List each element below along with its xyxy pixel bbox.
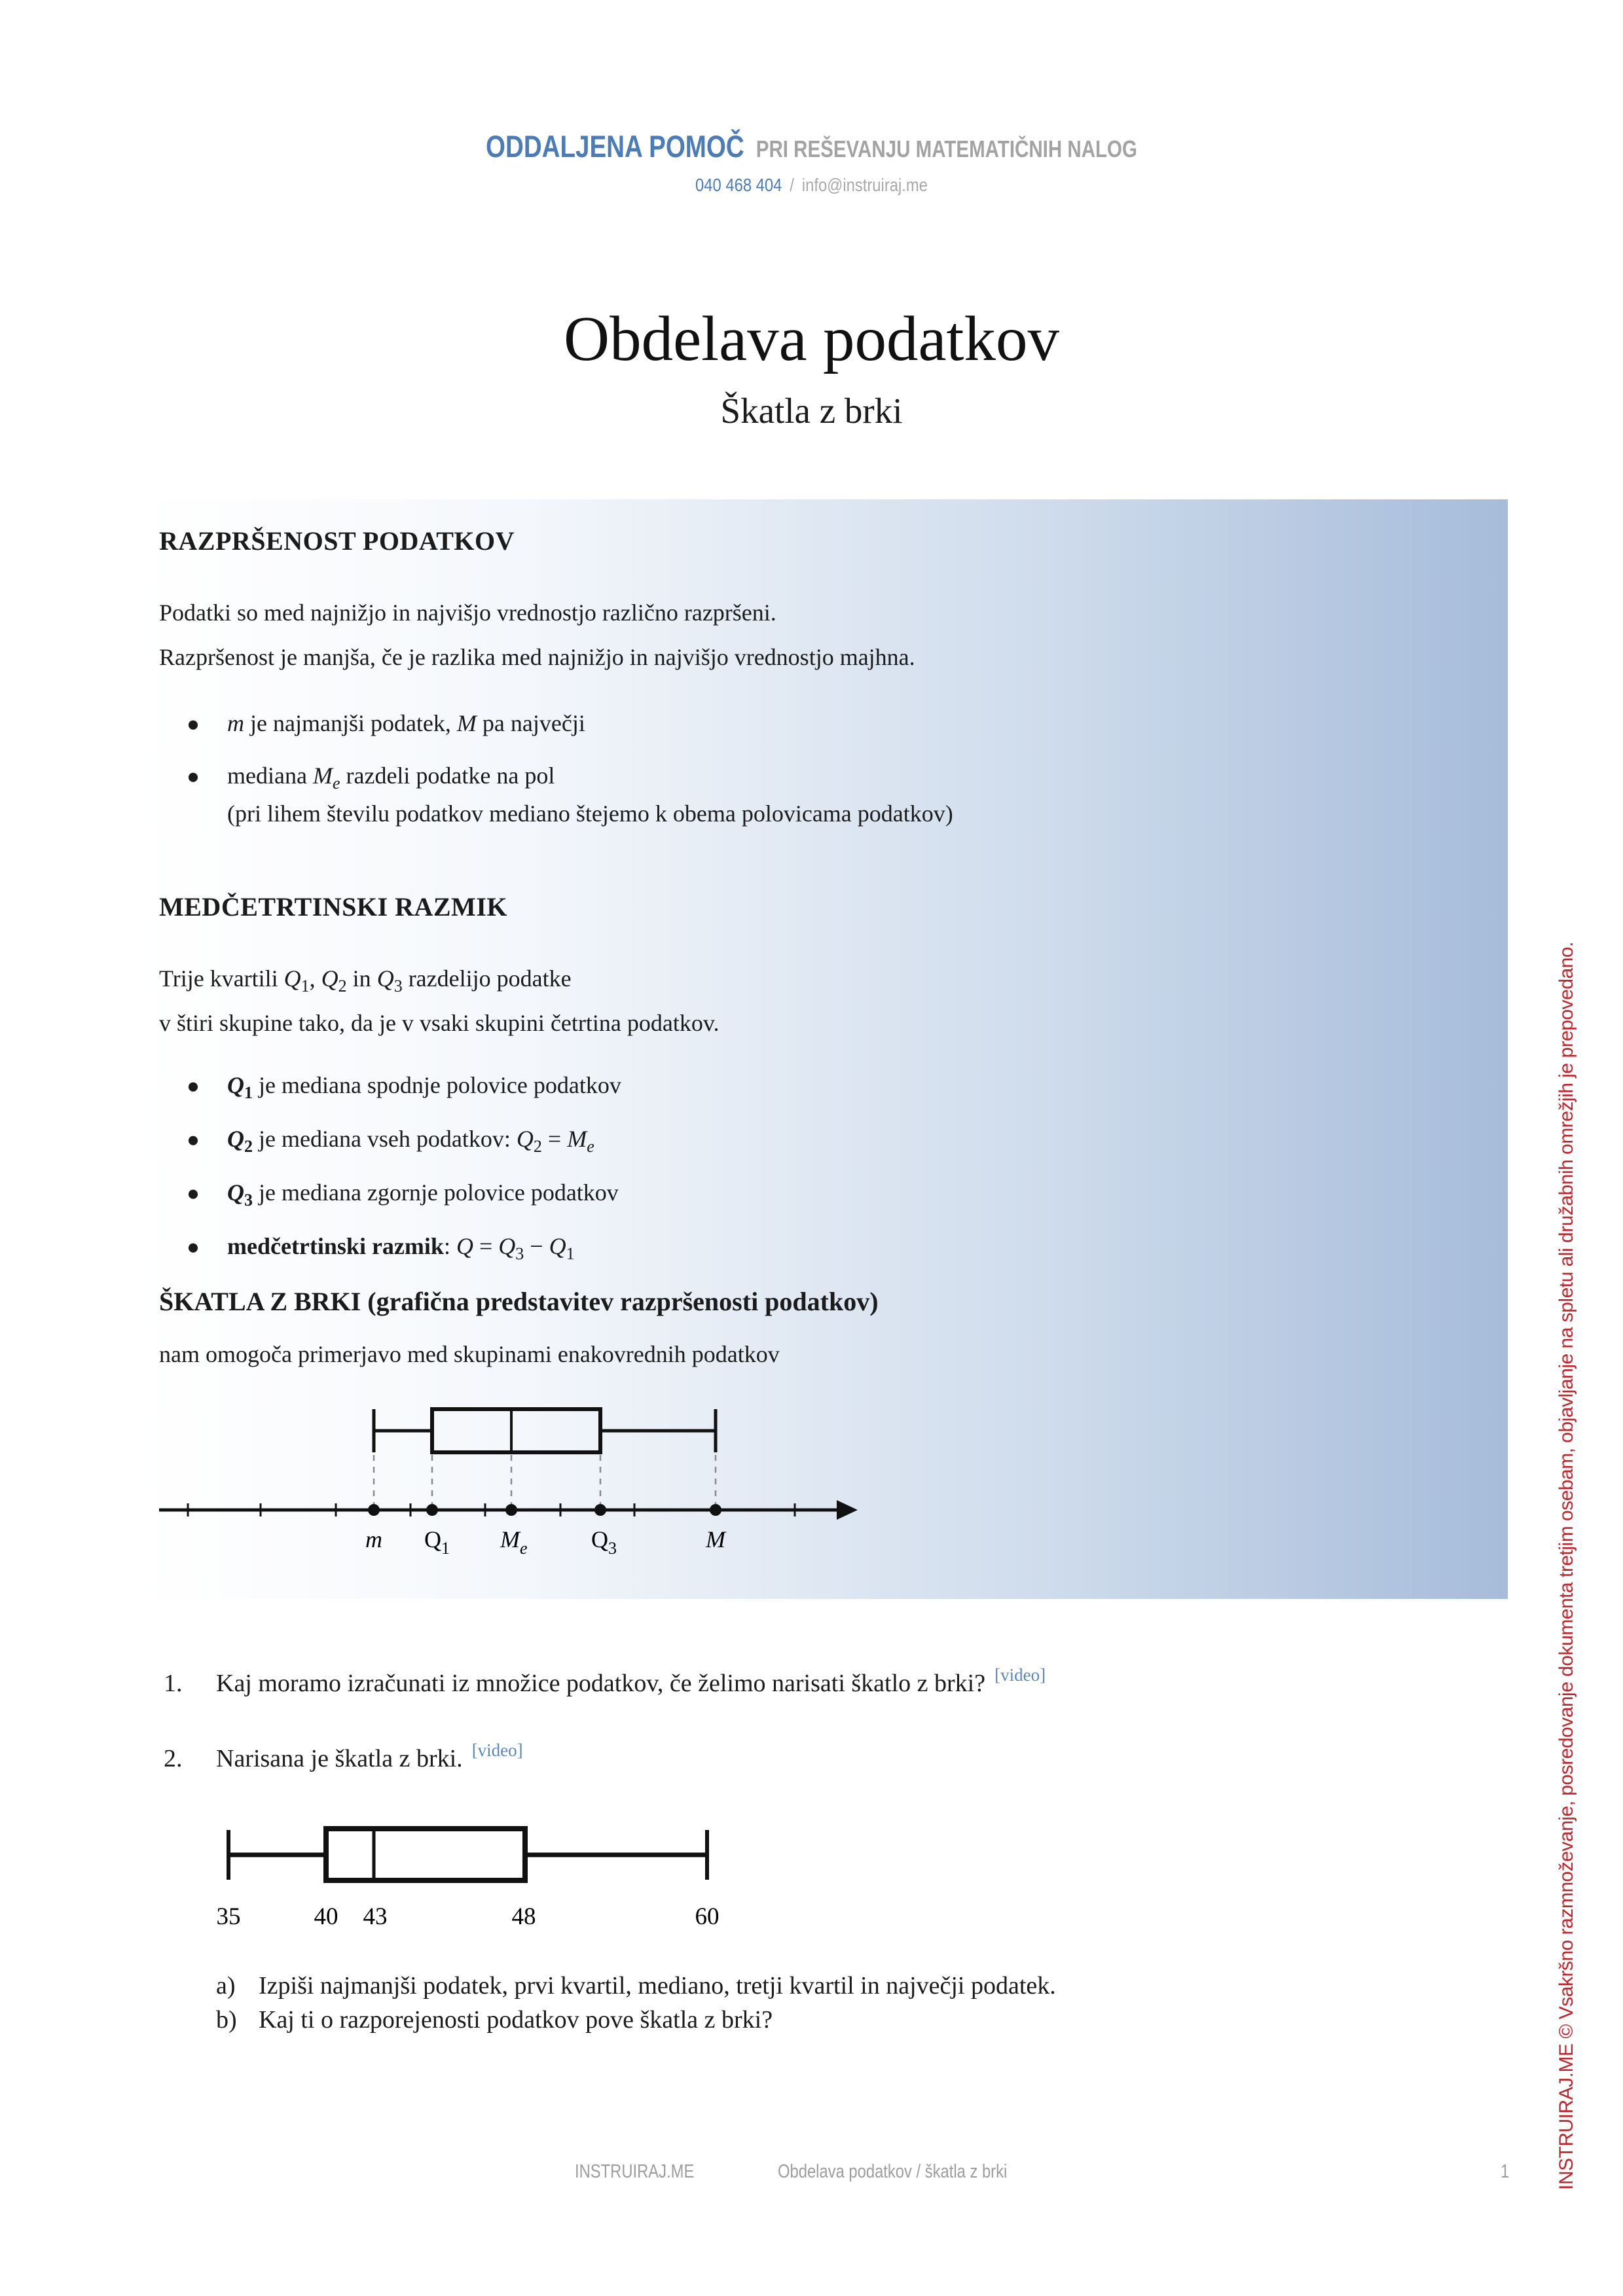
axis-label-q3: $Q_3$ <box>591 1526 617 1556</box>
bullet-text: mediana $M_e$ razdeli podatke na pol <box>227 762 555 793</box>
iqr-box <box>326 1829 525 1880</box>
section-heading-skatla: ŠKATLA Z BRKI (grafična predstavitev razpršenosti podatkov) <box>159 1287 879 1316</box>
axis-label-q1: $Q_1$ <box>424 1526 450 1556</box>
question-text: Narisana je škatla z brki. [video] <box>216 1740 523 1772</box>
bullet-dot-icon: ● <box>187 1236 200 1259</box>
data-point-dot-q3 <box>594 1504 606 1516</box>
bullet-razmik <box>187 1232 1468 1264</box>
page-subtitle: Škatla z brki <box>720 391 903 431</box>
value-label-q3: 48 <box>511 1903 536 1930</box>
arrow-right-icon <box>837 1500 858 1520</box>
bullet-text: $Q_2$ je mediana vseh podatkov: $Q_2 = M_e$ <box>227 1126 594 1157</box>
bullet-text: m je najmanjši podatek, M pa največji <box>227 710 585 736</box>
email-address: info@instruiraj.me <box>801 175 928 195</box>
subquestion-text: Izpiši najmanjši podatek, prvi kvartil, mediano, tretji kvartil in največji podatek. <box>259 1972 1056 2000</box>
letterhead <box>0 128 1623 196</box>
copyright-watermark: INSTRUIRAJ.ME © Vsakršno razmnoževanje, posredovanje dokumenta tretjim osebam, objavljanje na spletu ali družabnih omrežjih je prepovedano. <box>1556 942 1577 2190</box>
iqr-box <box>432 1409 600 1452</box>
section-heading-razprsenost: RAZPRŠENOST PODATKOV <box>159 526 515 556</box>
paragraph-line: v štiri skupine tako, da je v vsaki skupini četrtina podatkov. <box>159 1010 720 1036</box>
subquestion-text: Kaj ti o razporejenosti podatkov pove škatla z brki? <box>259 2006 773 2034</box>
paragraph-razprsenost <box>159 590 1468 679</box>
footer-site: INSTRUIRAJ.ME <box>575 2161 695 2182</box>
question-number: 1. <box>164 1670 183 1697</box>
bullet-mediana <box>187 762 1468 793</box>
value-label-median: 43 <box>363 1903 388 1930</box>
letterhead-line2 <box>122 175 1501 196</box>
phone-number: 040 468 404 <box>695 175 782 195</box>
value-label-max: 60 <box>695 1903 720 1930</box>
paragraph-line: Razpršenost je manjša, če je razlika med najnižjo in najvišjo vrednostjo majhna. <box>159 644 915 670</box>
footer-doc-title: Obdelava podatkov / škatla z brki <box>778 2161 1008 2182</box>
bullet-text: $Q_3$ je mediana zgornje polovice podatkov <box>227 1179 619 1210</box>
letterhead-line1 <box>146 128 1477 164</box>
question-text: Kaj moramo izračunati iz množice podatkov, če želimo narisati škatlo z brki? [video] <box>216 1665 1046 1697</box>
section-heading-razmik: MEDČETRTINSKI RAZMIK <box>159 892 507 922</box>
video-link[interactable]: [video] <box>471 1740 523 1760</box>
value-label-min: 35 <box>216 1903 241 1930</box>
paragraph-line: Trije kvartili $Q_1$, $Q_2$ in $Q_3$ razdelijo podatke <box>159 965 572 996</box>
separator-slash: / <box>790 175 794 195</box>
brand-tagline: PRI REŠEVANJU MATEMATIČNIH NALOG <box>756 135 1137 162</box>
bullet-q1 <box>187 1071 1468 1103</box>
subquestion-label: b) <box>216 2006 237 2034</box>
video-link[interactable]: [video] <box>994 1665 1046 1685</box>
data-point-dot-q1 <box>426 1504 438 1516</box>
subquestion-label: a) <box>216 1972 236 2000</box>
bullet-dot-icon: ● <box>187 713 200 736</box>
theory-panel <box>141 499 1508 1599</box>
axis-label-m: m <box>365 1526 382 1552</box>
brand-name: ODDALJENA POMOČ <box>486 129 744 164</box>
page-title: Obdelava podatkov <box>564 304 1059 374</box>
paragraph-razmik <box>159 956 1468 1045</box>
data-point-dot-me <box>505 1504 517 1516</box>
boxplot-exercise-diagram <box>216 1820 727 1937</box>
axis-label-M: M <box>706 1526 725 1552</box>
paragraph-line: Podatki so med najnižjo in najvišjo vrednostjo različno razpršeni. <box>159 600 776 626</box>
bullet-text: $Q_1$ je mediana spodnje polovice podatkov <box>227 1072 621 1103</box>
bullet-q3 <box>187 1179 1468 1210</box>
bullet-text: medčetrtinski razmik: $Q = Q_3 - Q_1$ <box>227 1233 575 1264</box>
bullet-dot-icon: ● <box>187 1075 200 1098</box>
boxplot-schematic-diagram <box>157 1385 871 1556</box>
bullet-dot-icon: ● <box>187 1128 200 1152</box>
bullet-q2 <box>187 1125 1468 1157</box>
section-subline-skatla: nam omogoča primerjavo med skupinami enakovrednih podatkov <box>159 1341 780 1367</box>
question-number: 2. <box>164 1745 183 1772</box>
footer-page-number: 1 <box>1501 2161 1510 2182</box>
data-point-dot-M <box>710 1504 721 1516</box>
axis-label-me: $M_e$ <box>500 1526 528 1556</box>
bullet-dot-icon: ● <box>187 765 200 789</box>
bullet-dot-icon: ● <box>187 1182 200 1206</box>
bullet-note: (pri lihem številu podatkov mediano štejemo k obema polovicama podatkov) <box>227 800 953 827</box>
value-label-q1: 40 <box>314 1903 338 1930</box>
data-point-dot-m <box>368 1504 380 1516</box>
bullet-min-max <box>187 709 1468 737</box>
